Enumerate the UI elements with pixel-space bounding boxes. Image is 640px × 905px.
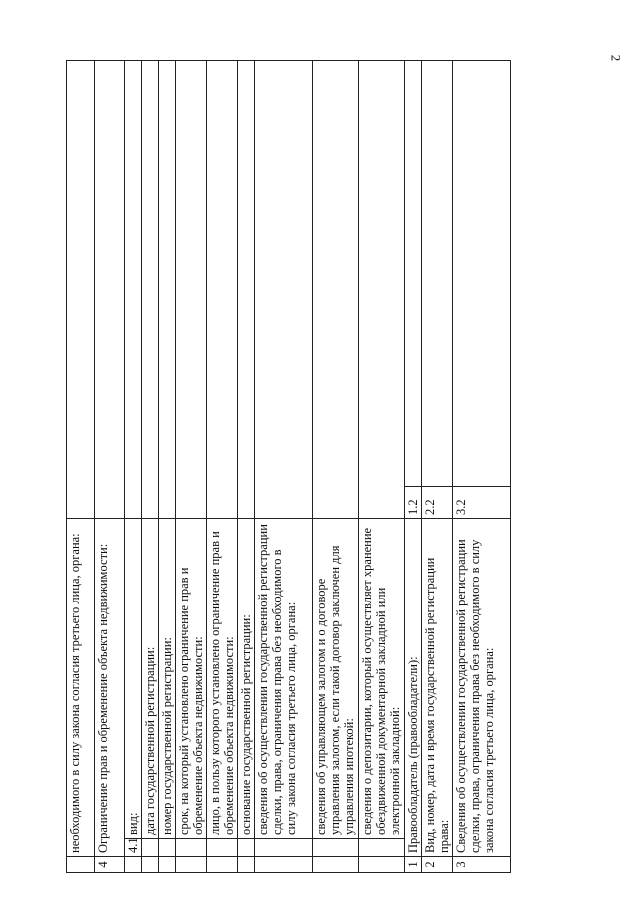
value-cell [313, 61, 359, 519]
row-number-cell [67, 857, 95, 873]
value-cell [255, 61, 313, 519]
row-number-cell [207, 857, 238, 873]
row-text-cell: сведения об осуществлении государственной регистрации сделки, права, ограничения права без необходимого в силу закона согласия третьего лица, органа: [255, 519, 313, 839]
table-row [453, 61, 511, 873]
table-row [67, 61, 95, 873]
row-text-cell: срок, на который установлено ограничение прав и обременение объекта недвижимости: [176, 519, 207, 839]
row-number-cell: 3 [453, 857, 511, 873]
table-row [359, 61, 405, 873]
subrow-number-cell [142, 839, 159, 857]
value-cell [159, 61, 176, 519]
subrow-number-cell [255, 839, 313, 857]
rotated-table-wrapper [66, 61, 506, 873]
table-row [142, 61, 159, 873]
value-cell [405, 61, 422, 487]
row-number-cell: 2 [422, 857, 453, 873]
value-cell [453, 61, 511, 487]
subrow-number-cell [359, 839, 405, 857]
subrow-number-cell [238, 839, 255, 857]
subrow-number-cell [313, 839, 359, 857]
row-text-cell: дата государственной регистрации: [142, 519, 159, 839]
row-number-cell [125, 857, 142, 873]
subrow-number-cell: 4.1 [125, 839, 142, 857]
value-cell [207, 61, 238, 519]
row-text-cell: необходимого в силу закона согласия третьего лица, органа: [67, 519, 95, 857]
row-number-cell [159, 857, 176, 873]
value-cell [142, 61, 159, 519]
row-text-cell: основание государственной регистрации: [238, 519, 255, 839]
table-row [207, 61, 238, 873]
row-number-cell [255, 857, 313, 873]
row-text-cell: вид: [125, 519, 142, 839]
value-cell [67, 61, 95, 519]
table-row [176, 61, 207, 873]
value-cell [176, 61, 207, 519]
value-cell [95, 61, 125, 519]
table-row [125, 61, 142, 873]
subrow-number-cell [207, 839, 238, 857]
row-text-cell: сведения о депозитарии, который осуществляет хранение обездвиженной документарной закладной или электронной закладной: [359, 519, 405, 839]
value-cell [422, 61, 453, 487]
row-text-cell: Правообладатель (правообладатели): [405, 519, 422, 857]
row-number-cell [313, 857, 359, 873]
code-cell: 1.2 [405, 487, 422, 519]
code-cell: 3.2 [453, 487, 511, 519]
row-text-cell: лицо, в пользу которого установлено ограничение прав и обременение объекта недвижимости: [207, 519, 238, 839]
registry-table [66, 60, 511, 873]
value-cell [125, 61, 142, 519]
table-row [255, 61, 313, 873]
row-number-cell [142, 857, 159, 873]
row-text-cell: сведения об управляющем залогом и о договоре управления залогом, если такой договор заключен для управления ипотекой: [313, 519, 359, 839]
value-cell [359, 61, 405, 519]
row-text-cell: Вид, номер, дата и время государственной регистрации права: [422, 519, 453, 857]
table-row [405, 61, 422, 873]
table-row [313, 61, 359, 873]
row-number-cell [359, 857, 405, 873]
row-number-cell: 4 [95, 857, 125, 873]
table-row [238, 61, 255, 873]
value-cell [238, 61, 255, 519]
table-row [422, 61, 453, 873]
page-number: 2 [608, 54, 624, 62]
row-number-cell: 1 [405, 857, 422, 873]
table-row [159, 61, 176, 873]
subrow-number-cell [176, 839, 207, 857]
row-number-cell [238, 857, 255, 873]
row-text-cell: Ограничение прав и обременение объекта недвижимости: [95, 519, 125, 857]
subrow-number-cell [159, 839, 176, 857]
table-row [95, 61, 125, 873]
code-cell: 2.2 [422, 487, 453, 519]
row-text-cell: Сведения об осуществлении государственной регистрации сделки, права, ограничения права без необходимого в силу закона согласия третьего лица, органа: [453, 519, 511, 857]
row-text-cell: номер государственной регистрации: [159, 519, 176, 839]
row-number-cell [176, 857, 207, 873]
